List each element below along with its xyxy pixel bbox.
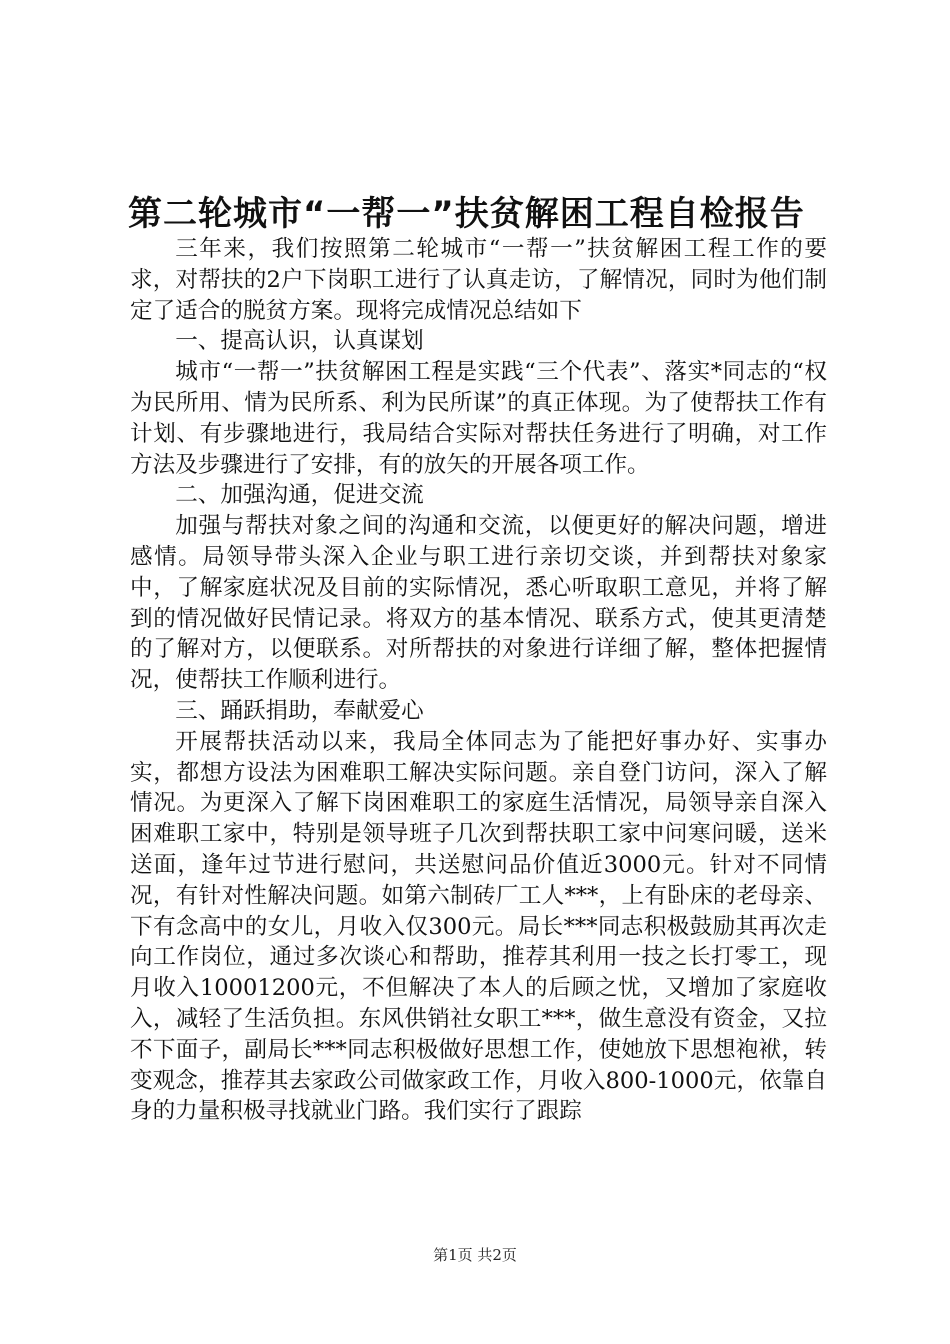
paragraph-section-1: 城市“一帮一”扶贫解困工程是实践“三个代表”、落实*同志的“权为民所用、情为民所系、利为民所谋”的真正体现。为了使帮扶工作有计划、有步骤地进行，我局结合实际对帮扶任务进行了明确，对工作方法及步骤进行了安排，有的放矢的开展各项工作。 [130,359,827,478]
document-title: 第二轮城市“一帮一”扶贫解困工程自检报告 [128,194,805,234]
paragraph-intro: 三年来，我们按照第二轮城市“一帮一”扶贫解困工程工作的要求，对帮扶的2户下岗职工进行了认真走访，了解情况，同时为他们制定了适合的脱贫方案。现将完成情况总结如下 [130,236,827,324]
section-heading-2: 二、加强沟通，促进交流 [175,482,424,509]
page-footer: 第1页 共2页 [433,1246,517,1264]
document-body [130,234,827,1127]
paragraph-section-3: 开展帮扶活动以来，我局全体同志为了能把好事办好、实事办实，都想方设法为困难职工解决实际问题。亲自登门访问，深入了解情况。为更深入了解下岗困难职工的家庭生活情况，局领导亲自深入困难职工家中，特别是领导班子几次到帮扶职工家中问寒问暖，送米送面，逢年过节进行慰问，共送慰问品价值近3000元。针对不同情况，有针对性解决问题。如第六制砖厂工人***，上有卧床的老母亲、下有念高中的女儿，月收入仅300元。局长***同志积极鼓励其再次走向工作岗位，通过多次谈心和帮助，推荐其利用一技之长打零工，现月收入10001200元，不但解决了本人的后顾之忧，又增加了家庭收入，减轻了生活负担。东风供销社女职工***，做生意没有资金，又拉不下面子，副局长***同志积极做好思想工作，使她放下思想袍袱，转变观念，推荐其去家政公司做家政工作，月收入800-1000元，依靠自身的力量积极寻找就业门路。我们实行了跟踪 [130,728,827,1125]
section-heading-3: 三、踊跃捐助，奉献爱心 [175,697,424,724]
section-heading-1: 一、提高认识，认真谋划 [175,328,424,355]
paragraph-section-2: 加强与帮扶对象之间的沟通和交流，以便更好的解决问题，增进感情。局领导带头深入企业与职工进行亲切交谈，并到帮扶对象家中，了解家庭状况及目前的实际情况，悉心听取职工意见，并将了解到的情况做好民情记录。将双方的基本情况、联系方式，使其更清楚的了解对方，以便联系。对所帮扶的对象进行详细了解，整体把握情况，使帮扶工作顺利进行。 [130,513,827,694]
